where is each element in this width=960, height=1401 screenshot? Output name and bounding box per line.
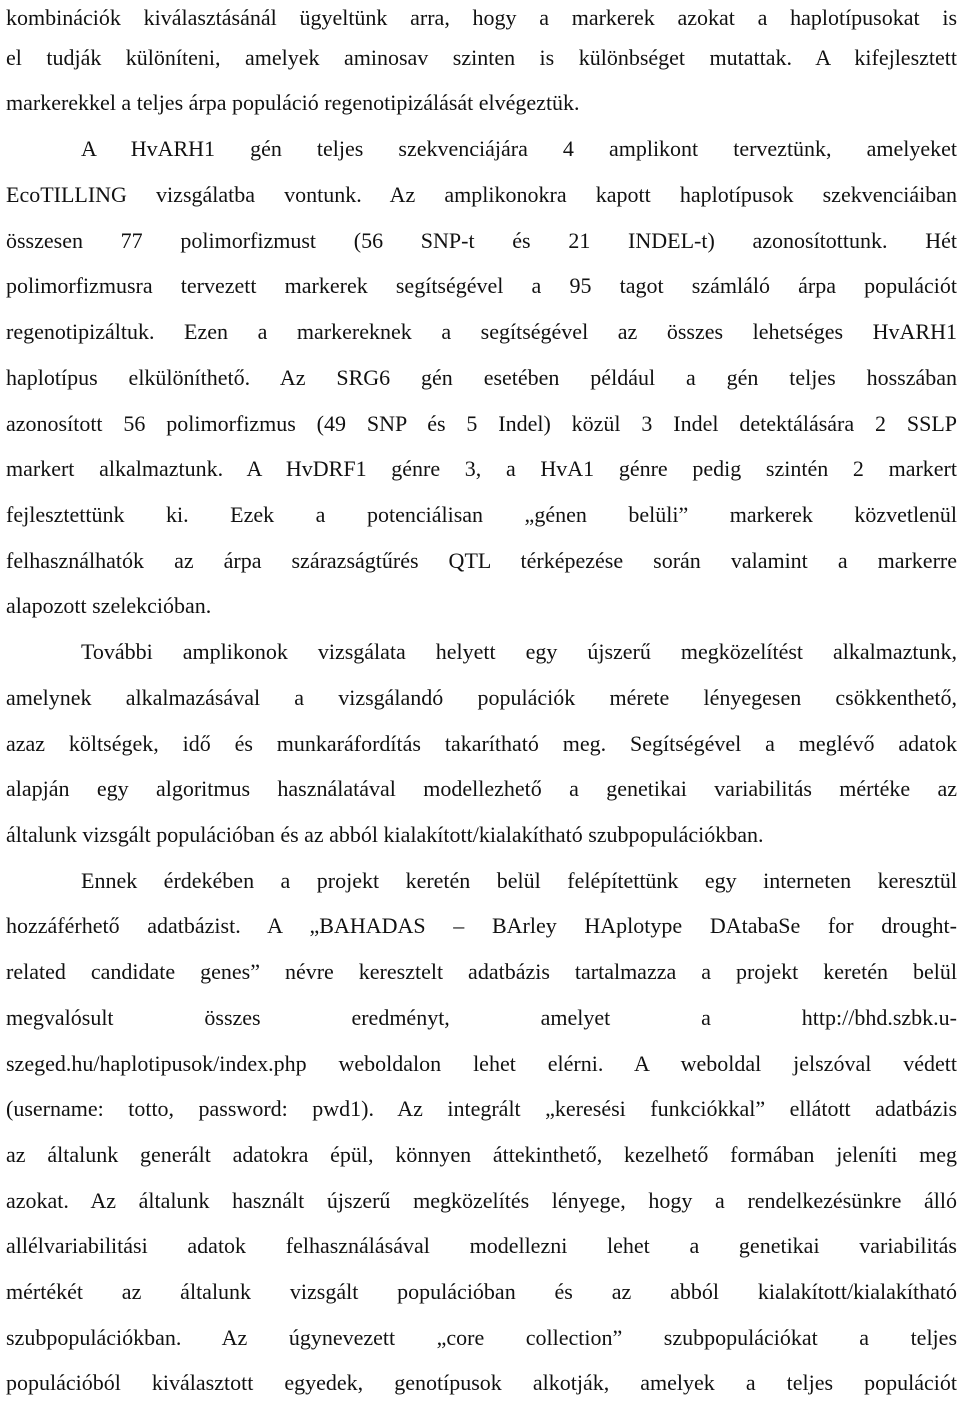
text-line: populációból kiválasztott egyedek, genotípusok alkotják, amelyek a teljes populációt bbox=[6, 1370, 957, 1395]
text-line: markert alkalmaztunk. A HvDRF1 génre 3, a HvA1 génre pedig szintén 2 markert bbox=[6, 456, 957, 481]
text-line: haplotípus elkülöníthető. Az SRG6 gén esetében például a gén teljes hosszában bbox=[6, 365, 957, 390]
text-line: alapján egy algoritmus használatával modellezhető a genetikai variabilitás mértéke az bbox=[6, 776, 957, 801]
text-line: További amplikonok vizsgálata helyett egy újszerű megközelítést alkalmaztunk, bbox=[81, 639, 957, 664]
text-line: hozzáférhető adatbázist. A „BAHADAS – BArley HAplotype DAtabaSe for drought- bbox=[6, 913, 957, 938]
text-line: allélvariabilitási adatok felhasználásával modellezni lehet a genetikai variabilitás bbox=[6, 1233, 957, 1258]
text-line: azokat. Az általunk használt újszerű megközelítés lényege, hogy a rendelkezésünkre álló bbox=[6, 1188, 957, 1213]
text-line: fejlesztettünk ki. Ezek a potenciálisan „génen belüli” markerek közvetlenül bbox=[6, 502, 957, 527]
text-line: regenotipizáltuk. Ezen a markereknek a segítségével az összes lehetséges HvARH1 bbox=[6, 319, 957, 344]
text-line: összesen 77 polimorfizmust (56 SNP-t és 21 INDEL-t) azonosítottunk. Hét bbox=[6, 228, 957, 253]
text-line: mértékét az általunk vizsgált populációban és az abból kialakított/kialakítható bbox=[6, 1279, 957, 1304]
text-line: szubpopulációkban. Az úgynevezett „core collection” szubpopulációkat a teljes bbox=[6, 1325, 957, 1350]
text-line: az általunk generált adatokra épül, könnyen áttekinthető, kezelhető formában jeleníti meg bbox=[6, 1142, 957, 1167]
text-line: alapozott szelekcióban. bbox=[6, 593, 212, 618]
text-line: kombinációk kiválasztásánál ügyeltünk arra, hogy a markerek azokat a haplotípusokat is bbox=[6, 5, 957, 30]
text-line: markerekkel a teljes árpa populáció regenotipizálását elvégeztük. bbox=[6, 90, 580, 115]
text-line: (username: totto, password: pwd1). Az integrált „keresési funkciókkal” ellátott adatbázis bbox=[6, 1096, 957, 1121]
text-line: Ennek érdekében a projekt keretén belül felépítettünk egy interneten keresztül bbox=[81, 868, 957, 893]
text-line: azonosított 56 polimorfizmus (49 SNP és 5 Indel) közül 3 Indel detektálására 2 SSLP bbox=[6, 411, 957, 436]
text-line: EcoTILLING vizsgálatba vontunk. Az amplikonokra kapott haplotípusok szekvenciáiban bbox=[6, 182, 957, 207]
text-line: azaz költségek, idő és munkaráfordítás takarítható meg. Segítségével a meglévő adatok bbox=[6, 731, 957, 756]
text-line: el tudják különíteni, amelyek aminosav szinten is különbséget mutattak. A kifejlesztett bbox=[6, 45, 957, 70]
text-line: amelynek alkalmazásával a vizsgálandó populációk mérete lényegesen csökkenthető, bbox=[6, 685, 957, 710]
text-line: szeged.hu/haplotipusok/index.php weboldalon lehet elérni. A weboldal jelszóval védett bbox=[6, 1051, 957, 1076]
text-line: A HvARH1 gén teljes szekvenciájára 4 amplikont terveztünk, amelyeket bbox=[81, 136, 957, 161]
text-line: megvalósult összes eredményt, amelyet a http://bhd.szbk.u- bbox=[6, 1005, 957, 1030]
text-line: related candidate genes” névre keresztelt adatbázis tartalmazza a projekt keretén belül bbox=[6, 959, 957, 984]
text-line: polimorfizmusra tervezett markerek segítségével a 95 tagot számláló árpa populációt bbox=[6, 273, 957, 298]
text-line: felhasználhatók az árpa szárazságtűrés QTL térképezése során valamint a markerre bbox=[6, 548, 957, 573]
text-line: általunk vizsgált populációban és az abból kialakított/kialakítható szubpopulációkban. bbox=[6, 822, 764, 847]
